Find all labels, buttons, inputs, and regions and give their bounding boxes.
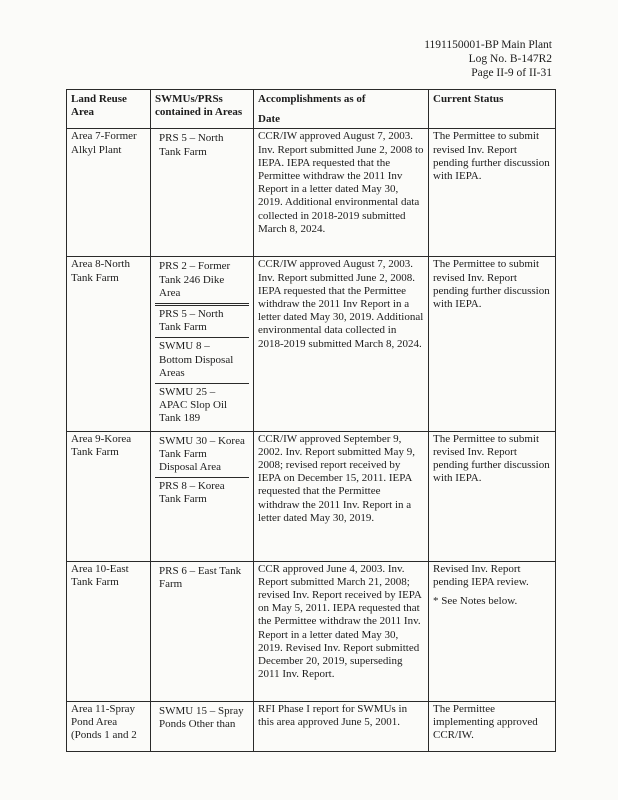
area-cell: Area 11-Spray Pond Area (Ponds 1 and 2 <box>67 701 151 751</box>
table-row <box>67 257 556 431</box>
accomplishments-cell: CCR/IW approved August 7, 2003. Inv. Report submitted June 2, 2008. IEPA requested that the Permittee withdraw the 2011 Inv Report in a letter dated May 30, 2019. Additional environmental data collected in 2018-2019 submitted March 8, 2024. <box>254 257 429 431</box>
header-accomplishments <box>254 90 429 129</box>
table-row <box>67 431 556 561</box>
header-swmus-prss: SWMUs/PRSs contained in Areas <box>151 90 254 129</box>
swmu-item: PRS 6 – East Tank Farm <box>159 564 242 590</box>
area-cell: Area 10-East Tank Farm <box>67 561 151 701</box>
accomplishments-cell: CCR/IW approved August 7, 2003. Inv. Report submitted June 2, 2008 to IEPA. IEPA requested that the Permittee withdraw the 2011 Inv Report in a letter dated May 30, 2019. Additional environmental data collected in 2018-2019 submitted March 8, 2024. <box>254 129 429 257</box>
facility-id: 1191150001-BP Main Plant <box>424 39 552 51</box>
table-row <box>67 561 556 701</box>
area-cell: Area 9-Korea Tank Farm <box>67 431 151 561</box>
accomplishments-cell: CCR approved June 4, 2003. Inv. Report submitted March 21, 2008; revised Inv. Report received by IEPA on May 5, 2011. IEPA requested that the Permittee withdraw the 2011 Inv. Report in a letter dated May 30, 2019. Revised Inv. Report submitted December 20, 2019, superseding 2011 Inv. Report. <box>254 561 429 701</box>
swmu-item: SWMU 8 – Bottom Disposal Areas <box>155 338 249 384</box>
swmu-cell <box>151 431 254 561</box>
area-cell: Area 8-North Tank Farm <box>67 257 151 431</box>
header-accomplishments-label: Accomplishments as of <box>258 93 366 105</box>
page-number: Page II-9 of II-31 <box>471 67 552 79</box>
swmu-cell <box>151 129 254 257</box>
area-cell: Area 7-Former Alkyl Plant <box>67 129 151 257</box>
status-cell: The Permittee to submit revised Inv. Report pending further discussion with IEPA. <box>429 129 556 257</box>
status-cell <box>429 561 556 701</box>
swmu-cell <box>151 257 254 431</box>
status-cell: The Permittee to submit revised Inv. Report pending further discussion with IEPA. <box>429 431 556 561</box>
land-reuse-table <box>66 89 556 752</box>
status-note: * See Notes below. <box>433 595 518 608</box>
swmu-cell <box>151 561 254 701</box>
header-accomplishments-date: Date <box>258 113 280 126</box>
swmu-item: PRS 8 – Korea Tank Farm <box>159 480 225 506</box>
table-header-row <box>67 90 556 129</box>
swmu-item: PRS 5 – North Tank Farm <box>159 132 224 158</box>
accomplishments-cell: RFI Phase I report for SWMUs in this area approved June 5, 2001. <box>254 701 429 751</box>
swmu-item: PRS 2 – Former Tank 246 Dike Area <box>155 258 249 306</box>
table-row <box>67 129 556 257</box>
swmu-item: SWMU 15 – Spray Ponds Other than <box>159 704 244 730</box>
status-text: Revised Inv. Report pending IEPA review. <box>433 562 529 588</box>
table-row <box>67 701 556 751</box>
status-cell: The Permittee implementing approved CCR/IW. <box>429 701 556 751</box>
header-land-reuse-area: Land Reuse Area <box>67 90 151 129</box>
page-header <box>424 38 552 80</box>
swmu-cell <box>151 701 254 751</box>
swmu-item: PRS 5 – North Tank Farm <box>155 306 249 338</box>
log-number: Log No. B-147R2 <box>468 53 552 65</box>
header-current-status: Current Status <box>429 90 556 129</box>
accomplishments-cell: CCR/IW approved September 9, 2002. Inv. Report submitted May 9, 2008; revised report received by IEPA on December 15, 2011. IEPA requested that the Permittee withdraw the 2011 Inv. Report in a letter dated May 30, 2019. <box>254 431 429 561</box>
status-cell: The Permittee to submit revised Inv. Report pending further discussion with IEPA. <box>429 257 556 431</box>
swmu-item: SWMU 25 – APAC Slop Oil Tank 189 <box>159 386 228 425</box>
swmu-item: SWMU 30 – Korea Tank Farm Disposal Area <box>155 433 249 479</box>
